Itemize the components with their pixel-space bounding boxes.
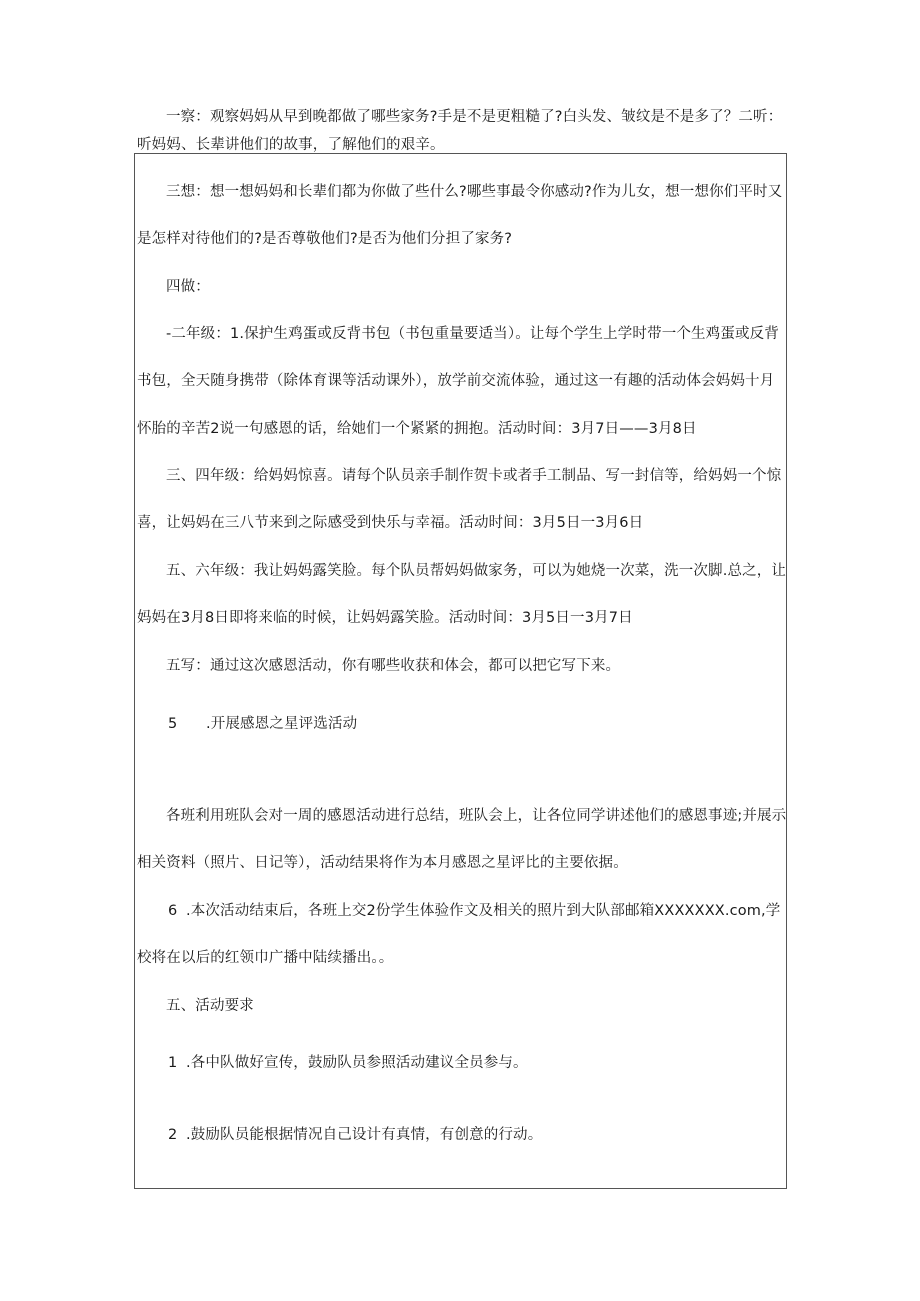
grade56-line-2: 妈妈在3月8日即将来临的时候，让妈妈露笑脸。活动时间：3月5日一3月7日 [137,610,633,626]
write-paragraph: 五写：通过这次感恩活动，你有哪些收获和体会，都可以把它写下来。 [166,658,621,674]
do-heading: 四做： [166,279,210,295]
requirement-2-text: .鼓励队员能根据情况自己设计有真情，有创意的行动。 [186,1127,543,1143]
requirement-2-number: 2 [168,1127,178,1143]
grade12-line-1: -二年级：1.保护生鸡蛋或反背书包（书包重量要适当）。让每个学生上学时带一个生鸡蛋或反背 [166,326,779,342]
grade34-line-2: 喜，让妈妈在三八节来到之际感受到快乐与幸福。活动时间：3月5日一3月6日 [137,515,644,531]
summary-line-1: 各班利用班队会对一周的感恩活动进行总结，班队会上，让各位同学讲述他们的感恩事迹;并展示 [166,808,787,824]
item-6-number: 6 [168,903,178,919]
intro-line-2: 听妈妈、长辈讲他们的故事，了解他们的艰辛。 [137,137,445,153]
think-line-2: 是怎样对待他们的?是否尊敬他们?是否为他们分担了家务? [137,231,513,247]
requirement-1-text: .各中队做好宣传，鼓励队员参照活动建议全员参与。 [186,1055,528,1071]
summary-line-2: 相关资料（照片、日记等），活动结果将作为本月感恩之星评比的主要依据。 [137,855,628,871]
item-6-line-1: .本次活动结束后，各班上交2份学生体验作文及相关的照片到大队部邮箱XXXXXXX.com,学 [186,903,781,919]
grade12-line-3: 怀胎的辛苦2说一句感恩的话，给她们一个紧紧的拥抱。活动时间：3月7日——3月8日 [137,421,697,437]
requirement-1-number: 1 [168,1055,178,1071]
think-line-1: 三想：想一想妈妈和长辈们都为你做了些什么?哪些事最令你感动?作为儿女，想一想你们平时又 [166,184,783,200]
item-5-text: .开展感恩之星评选活动 [206,716,358,732]
item-5-number: 5 [168,716,178,732]
grade56-line-1: 五、六年级：我让妈妈露笑脸。每个队员帮妈妈做家务，可以为她烧一次菜，洗一次脚.总之，让 [166,563,787,579]
requirements-heading: 五、活动要求 [166,998,254,1014]
item-6-line-2: 校将在以后的红领巾广播中陆续播出。。 [137,950,394,966]
grade34-line-1: 三、四年级：给妈妈惊喜。请每个队员亲手制作贺卡或者手工制品、写一封信等，给妈妈一个惊 [166,468,782,484]
intro-line-1: 一察：观察妈妈从早到晚都做了哪些家务?手是不是更粗糙了?白头发、皱纹是不是多了？二听： [166,109,783,125]
grade12-line-2: 书包，全天随身携带（除体育课等活动课外），放学前交流体验，通过这一有趣的活动体会妈妈十月 [137,373,775,389]
